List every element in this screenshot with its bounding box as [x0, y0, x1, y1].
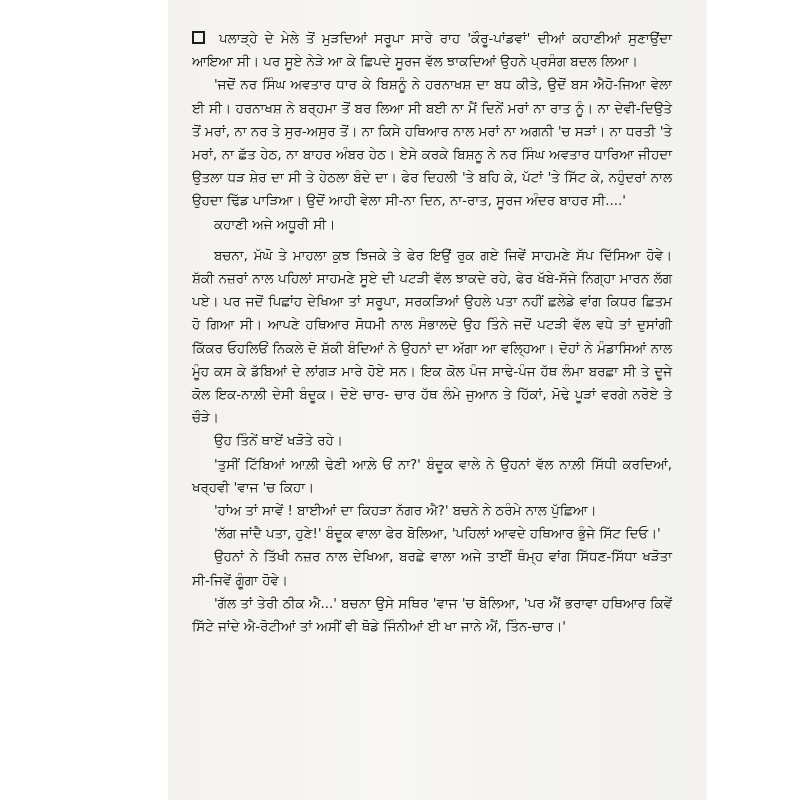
paragraph-text: ਪਲਾੜ੍ਹੇ ਦੇ ਮੇਲੇ ਤੋਂ ਮੁੜਦਿਆਂ ਸਰੂਪਾ ਸਾਰੇ ਰਾਹ 'ਕੌਰੂ-ਪਾਂਡਵਾਂ' ਦੀਆਂ ਕਹਾਣੀਆਂ ਸੁਣਾਉਂਦਾ ਆਇਆ ਸੀ। ਪਰ ਸੂਏ ਨੇੜੇ ਆ ਕੇ ਛਿਪਦੇ ਸੂਰਜ ਵੱਲ ਝਾਕਦਿਆਂ ਉਹਨੇ ਪ੍ਰਸੰਗ ਬਦਲ ਲਿਆ। — [192, 32, 672, 71]
paragraph-break — [192, 237, 672, 245]
paragraph: ਉਹਨਾਂ ਨੇ ਤਿੱਖੀ ਨਜ਼ਰ ਨਾਲ ਦੇਖਿਆ, ਬਰਛੇ ਵਾਲਾ ਅਜੇ ਤਾਈਂ ਥੰਮ੍ਹ ਵਾਂਗ ਸਿੱਧਣ-ਸਿੱਧਾ ਖੜੋਤਾ ਸੀ-ਜਿਵੇਂ ਗੂੰਗਾ ਹੋਵੇ। — [192, 550, 672, 589]
paragraph: ਬਚਨਾ, ਮੱਘੋ ਤੇ ਮਾਹਲਾ ਕੁਝ ਝਿਜਕੇ ਤੇ ਫੇਰ ਇਉਂ ਰੁਕ ਗਏ ਜਿਵੇਂ ਸਾਹਮਣੇ ਸੱਪ ਦਿੱਸਿਆ ਹੋਵੇ। ਸ਼ੱਕੀ ਨਜ਼ਰਾਂ ਨਾਲ ਪਹਿਲਾਂ ਸਾਹਮਣੇ ਸੂਏ ਦੀ ਪਟੜੀ ਵੱਲ ਝਾਕਦੇ ਰਹੇ, ਫੇਰ ਖੱਬੇ-ਸੱਜੇ ਨਿਗ੍ਹਾ ਮਾਰਨ ਲੱਗ ਪਏ। ਪਰ ਜਦੋਂ ਪਿਛਾਂਹ ਦੇਖਿਆ ਤਾਂ ਸਰੂਪਾ, ਸਰਕੜਿਆਂ ਉਹਲੇ ਪਤਾ ਨਹੀਂ ਛਲੇਡੇ ਵਾਂਗ ਕਿਧਰ ਛਿਤਮ ਹੋ ਗਿਆ ਸੀ। ਆਪਣੇ ਹਥਿਆਰ ਸੋਧਮੀ ਨਾਲ ਸੰਭਾਲਦੇ ਉਹ ਤਿੰਨੇ ਜਦੋਂ ਪਟੜੀ ਵੱਲ ਵਧੇ ਤਾਂ ਦੁਸਾਂਗੀ ਕਿੱਕਰ ਓਹਲਿਓਂ ਨਿਕਲੇ ਦੋ ਸ਼ੱਕੀ ਬੰਦਿਆਂ ਨੇ ਉਹਨਾਂ ਦਾ ਅੱਗਾ ਆ ਵਲ੍ਹਿਆ। ਦੋਹਾਂ ਨੇ ਮੰਡਾਸਿਆਂ ਨਾਲ ਮੂੰਹ ਕਸ ਕੇ ਡੱਬਿਆਂ ਦੇ ਲਾਂਗੜ ਮਾਰੇ ਹੋਏ ਸਨ। ਇਕ ਕੋਲ ਪੰਜ ਸਾਢੇ-ਪੰਜ ਹੱਥ ਲੰਮਾ ਬਰਛਾ ਸੀ ਤੇ ਦੂਜੇ ਕੋਲ ਇਕ-ਨਾਲ਼ੀ ਦੇਸੀ ਬੰਦੂਕ। ਦੋਏ ਚਾਰ- ਚਾਰ ਹੱਥ ਲੰਮੇ ਜੁਆਨ ਤੇ ਹਿੱਕਾਂ, ਮੋਢੇ ਪੂੜਾਂ ਵਰਗੇ ਨਰੋਏ ਤੇ ਚੌੜੇ। — [192, 248, 672, 427]
paragraph: 'ਜਦੋਂ ਨਰ ਸਿੰਘ ਅਵਤਾਰ ਧਾਰ ਕੇ ਬਿਸ਼ਨੂੰ ਨੇ ਹਰਨਾਖਸ਼ ਦਾ ਬਧ ਕੀਤੇ, ਉਦੋਂ ਬਸ ਐਹੋ-ਜਿਆ ਵੇਲਾ ਈ ਸੀ। ਹਰਨਾਖਸ਼ ਨੇ ਬਰ੍ਹਮਾ ਤੋਂ ਬਰ ਲਿਆ ਸੀ ਬਈ ਨਾ ਮੈਂ ਦਿਨੇਂ ਮਰਾਂ ਨਾ ਰਾਤ ਨੂੰ। ਨਾ ਦੇਵੀ-ਦਿਉਤੇ ਤੋਂ ਮਰਾਂ, ਨਾ ਨਰ ਤੇ ਸੁਰ-ਅਸੁਰ ਤੋਂ। ਨਾ ਕਿਸੇ ਹਥਿਆਰ ਨਾਲ ਮਰਾਂ ਨਾ ਅਗਨੀ 'ਚ ਸੜਾਂ। ਨਾ ਧਰਤੀ 'ਤੇ ਮਰਾਂ, ਨਾ ਛੱਤ ਹੇਠ, ਨਾ ਬਾਹਰ ਅੰਬਰ ਹੇਠ। ਏਸੇ ਕਰਕੇ ਬਿਸ਼ਨੂ ਨੇ ਨਰ ਸਿੰਘ ਅਵਤਾਰ ਧਾਰਿਆ ਜੀਹਦਾ ਉਤਲਾ ਧੜ ਸ਼ੇਰ ਦਾ ਸੀ ਤੇ ਹੇਠਲਾ ਬੰਦੇ ਦਾ। ਫੇਰ ਦਿਹਲੀ 'ਤੇ ਬਹਿ ਕੇ, ਪੱਟਾਂ 'ਤੇ ਸਿੱਟ ਕੇ, ਨਹੁੰਦਰਾਂ ਨਾਲ ਉਹਦਾ ਢਿੱਡ ਪਾੜਿਆ। ਉਦੋਂ ਆਹੀ ਵੇਲਾ ਸੀ-ਨਾ ਦਿਨ, ਨਾ-ਰਾਤ, ਸੂਰਜ ਅੰਦਰ ਬਾਹਰ ਸੀ....' — [192, 78, 672, 210]
paragraph: ਕਹਾਣੀ ਅਜੇ ਅਧੂਰੀ ਸੀ। — [214, 217, 336, 233]
opening-paragraph — [192, 28, 672, 74]
page-text — [192, 28, 672, 639]
paragraph: 'ਗੱਲ ਤਾਂ ਤੇਰੀ ਠੀਕ ਐ...' ਬਚਨਾ ਉਸੇ ਸਥਿਰ 'ਵਾਜ 'ਚ ਬੋਲਿਆ, 'ਪਰ ਐਂ ਭਰਾਵਾ ਹਥਿਆਰ ਕਿਵੇਂ ਸਿੱਟੇ ਜਾਂਦੇ ਐ-ਰੋਟੀਆਂ ਤਾਂ ਅਸੀਂ ਵੀ ਥੋਡੇ ਜਿੰਨੀਆਂ ਈ ਖਾ ਜਾਨੇ ਐਂ, ਤਿੰਨ-ਚਾਰ।' — [192, 596, 672, 636]
paragraph: 'ਤੁਸੀਂ ਟਿੱਬਿਆਂ ਆਲ਼ੀ ਢੇਣੀ ਆਲ਼ੇ ਓਂ ਨਾ?' ਬੰਦੂਕ ਵਾਲੇ ਨੇ ਉਹਨਾਂ ਵੱਲ ਨਾਲ਼ੀ ਸਿੱਧੀ ਕਰਦਿਆਂ, ਖਰ੍ਹਵੀ 'ਵਾਜ 'ਚ ਕਿਹਾ। — [192, 457, 672, 496]
paragraph: ਉਹ ਤਿੰਨੇਂ ਥਾਏਂ ਖੜੋਤੇ ਰਹੇ। — [214, 434, 343, 450]
section-marker-icon — [192, 31, 205, 44]
paragraph: 'ਲੱਗ ਜਾਂਦੈ ਪਤਾ, ਹੁਣੇ!' ਬੰਦੂਕ ਵਾਲਾ ਫੇਰ ਬੋਲਿਆ, 'ਪਹਿਲਾਂ ਆਵਦੇ ਹਥਿਆਰ ਭੁੰਜੇ ਸਿੱਟ ਦਿਓ।' — [214, 527, 661, 543]
paragraph: 'ਹਾਂਅ ਤਾਂ ਸਾਵੇਂ ! ਬਾਈਆਂ ਦਾ ਕਿਹੜਾ ਨੱਗਰ ਐ?' ਬਚਨੇ ਨੇ ਠਰੰਮੇ ਨਾਲ ਪੁੱਛਿਆ। — [214, 504, 597, 520]
